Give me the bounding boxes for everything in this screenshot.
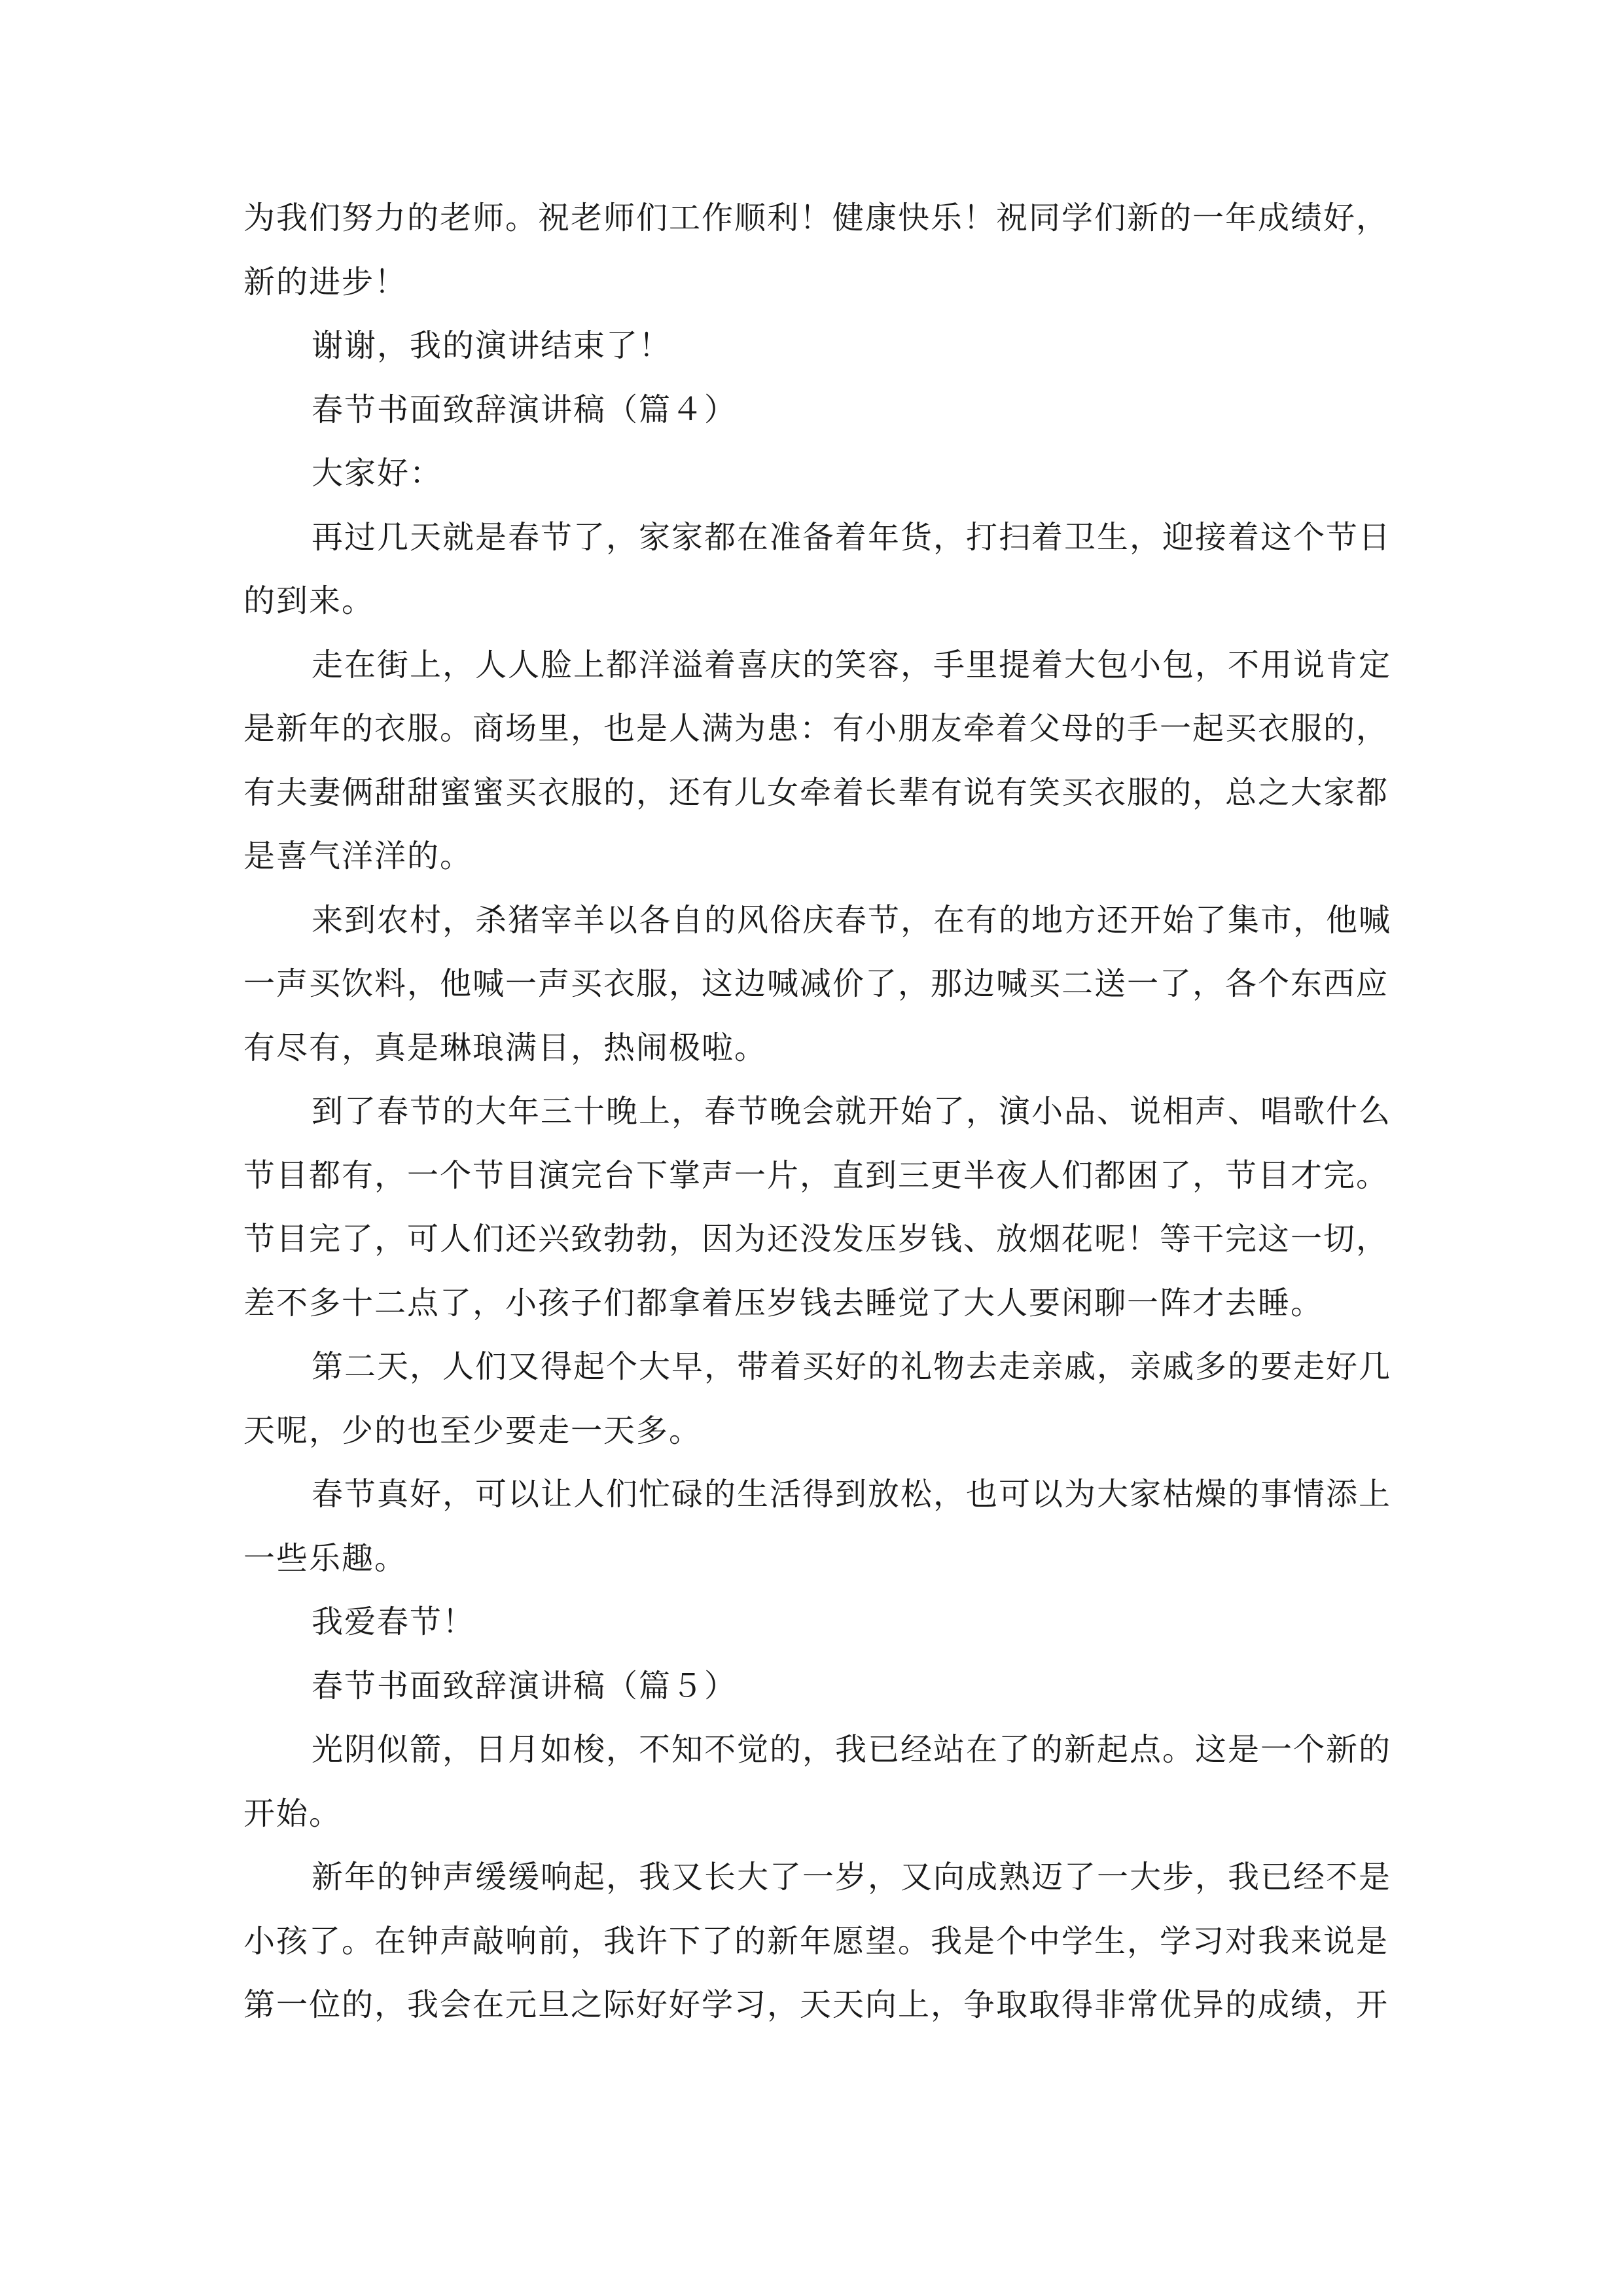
text-line-9: 是新年的衣服。商场里，也是人满为患：有小朋友牵着父母的手一起买衣服的， bbox=[243, 710, 1389, 747]
document-page bbox=[243, 187, 1395, 2037]
text-line-13: 一声买饮料，他喊一声买衣服，这边喊减价了，那边喊买二送一了，各个东西应 bbox=[243, 965, 1389, 1002]
text-line-26: 开始。 bbox=[243, 1795, 342, 1832]
text-line-11: 是喜气洋洋的。 bbox=[243, 838, 473, 874]
text-line-10: 有夫妻俩甜甜蜜蜜买衣服的，还有儿女牵着长辈有说有笑买衣服的，总之大家都 bbox=[243, 774, 1389, 811]
text-line-2: 新的进步！ bbox=[243, 263, 408, 300]
text-line-25: 光阴似箭，日月如梭，不知不觉的，我已经站在了的新起点。这是一个新的 bbox=[312, 1731, 1392, 1768]
text-line-6: 再过几天就是春节了，家家都在准备着年货，打扫着卫生，迎接着这个节日 bbox=[312, 518, 1392, 556]
text-line-22: 一些乐趣。 bbox=[243, 1539, 408, 1577]
text-line-7: 的到来。 bbox=[243, 583, 375, 619]
text-line-5: 大家好： bbox=[312, 455, 443, 492]
text-line-16: 节目都有，一个节目演完台下掌声一片，直到三更半夜人们都困了，节目才完。 bbox=[243, 1157, 1389, 1194]
text-line-1: 为我们努力的老师。祝老师们工作顺利！健康快乐！祝同学们新的一年成绩好， bbox=[243, 200, 1389, 236]
text-line-17: 节目完了，可人们还兴致勃勃，因为还没发压岁钱、放烟花呢！等干完这一切， bbox=[243, 1221, 1389, 1257]
text-line-8: 走在街上，人人脸上都洋溢着喜庆的笑容，手里提着大包小包，不用说肯定 bbox=[312, 646, 1392, 683]
text-line-12: 来到农村，杀猪宰羊以各自的风俗庆春节，在有的地方还开始了集市，他喊 bbox=[312, 901, 1392, 939]
text-line-27: 新年的钟声缓缓响起，我又长大了一岁，又向成熟迈了一大步，我已经不是 bbox=[312, 1859, 1392, 1895]
text-line-3: 谢谢，我的演讲结束了！ bbox=[312, 327, 672, 364]
text-line-29: 第一位的，我会在元旦之际好好学习，天天向上，争取取得非常优异的成绩，开 bbox=[243, 1986, 1389, 2023]
text-line-21: 春节真好，可以让人们忙碌的生活得到放松，也可以为大家枯燥的事情添上 bbox=[312, 1476, 1392, 1513]
text-line-18: 差不多十二点了，小孩子们都拿着压岁钱去睡觉了大人要闲聊一阵才去睡。 bbox=[243, 1284, 1324, 1321]
section-heading-4: 春节书面致辞演讲稿（篇４） bbox=[312, 391, 738, 428]
text-line-20: 天呢，少的也至少要走一天多。 bbox=[243, 1412, 702, 1449]
text-line-19: 第二天，人们又得起个大早，带着买好的礼物去走亲戚，亲戚多的要走好几 bbox=[312, 1348, 1392, 1385]
text-line-23: 我爱春节！ bbox=[312, 1604, 476, 1640]
text-line-14: 有尽有，真是琳琅满目，热闹极啦。 bbox=[243, 1029, 768, 1066]
text-line-28: 小孩了。在钟声敲响前，我许下了的新年愿望。我是个中学生，学习对我来说是 bbox=[243, 1922, 1389, 1960]
text-line-15: 到了春节的大年三十晚上，春节晚会就开始了，演小品、说相声、唱歌什么 bbox=[312, 1093, 1392, 1130]
section-heading-5: 春节书面致辞演讲稿（篇５） bbox=[312, 1667, 738, 1704]
